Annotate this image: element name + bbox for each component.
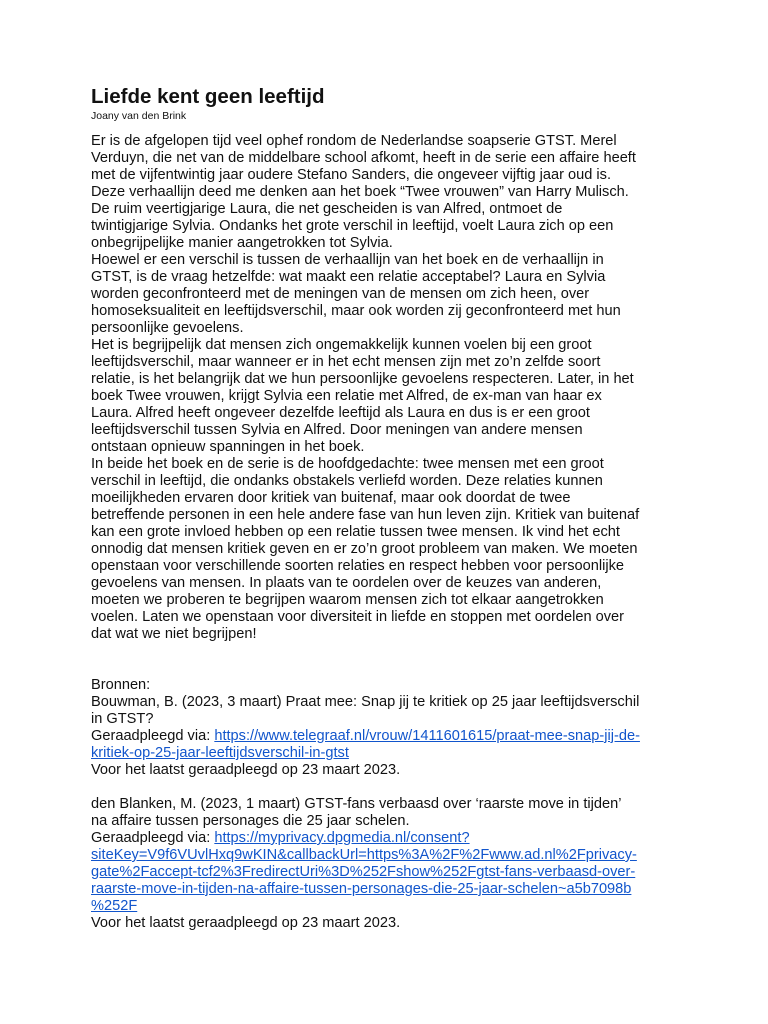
source-link[interactable]: %252F [91,898,138,914]
body-line: openstaan voor verschillende soorten relaties en respect hebben voor persoonlijke [91,558,624,574]
author-name: Joany van den Brink [91,110,187,122]
source-citation-line: den Blanken, M. (2023, 1 maart) GTST-fans verbaasd over ‘raarste move in tijden’ [91,796,622,812]
body-line: Laura. Alfred heeft ongeveer dezelfde leeftijd als Laura en dus is er een groot [91,405,590,421]
body-line: Het is begrijpelijk dat mensen zich ongemakkelijk kunnen voelen bij een groot [91,337,592,353]
body-line: boek Twee vrouwen, krijgt Sylvia een relatie met Alfred, de ex-man van haar ex [91,388,602,404]
source-url-line [91,728,691,745]
body-line: Deze verhaallijn deed me denken aan het boek “Twee vrouwen” van Harry Mulisch. [91,184,629,200]
essay-body [91,133,691,643]
document-title: Liefde kent geen leeftijd [91,85,325,108]
body-line: verschil in leeftijd, die ondanks obstakels verliefd worden. Deze relaties kunnen [91,473,603,489]
body-line: voelen. Laten we openstaan voor diversiteit in liefde en stoppen met oordelen over [91,609,625,625]
body-line: persoonlijke gevoelens. [91,320,244,336]
body-line: Hoewel er een verschil is tussen de verhaallijn van het boek en de verhaallijn in [91,252,604,268]
body-line: ontstaan opnieuw spanningen in het boek. [91,439,365,455]
body-line: moeten we proberen te begrijpen waarom mensen zich tot elkaar aangetrokken [91,592,604,608]
source-link[interactable]: https://myprivacy.dpgmedia.nl/consent? [214,830,470,846]
source-link[interactable]: raarste-move-in-tijden-na-affaire-tussen-personages-die-25-jaar-schelen~a5b7098b [91,881,632,897]
source-link[interactable]: siteKey=V9f6VUvlHxq9wKIN&callbackUrl=https%3A%2F%2Fwww.ad.nl%2Fprivacy- [91,847,637,863]
last-consulted-date: Voor het laatst geraadpleegd op 23 maart 2023. [91,915,401,931]
body-line: moeilijkheden ervaren door kritiek van buitenaf, maar ook doordat de twee [91,490,571,506]
source-citation-line: Bouwman, B. (2023, 3 maart) Praat mee: Snap jij te kritiek op 25 jaar leeftijdsverschil [91,694,640,710]
body-line: homoseksualiteit en leeftijdsverschil, maar ook worden zij geconfronteerd met hun [91,303,621,319]
body-line: betreffende personen in een hele andere fase van hun leven zijn. Kritiek van buitenaf [91,507,640,523]
body-line: leeftijdsverschil tussen Sylvia en Alfred. Door meningen van andere mensen [91,422,583,438]
body-line: De ruim veertigjarige Laura, die net gescheiden is van Alfred, ontmoet de [91,201,563,217]
source-entry-2 [91,796,691,932]
source-link[interactable]: https://www.telegraaf.nl/vrouw/1411601615/praat-mee-snap-jij-de- [214,728,640,744]
source-citation-line: in GTST? [91,711,154,727]
sources-heading: Bronnen: [91,677,151,693]
body-line: onbegrijpelijke manier aangetrokken tot Sylvia. [91,235,393,251]
sources-section [91,677,691,932]
source-link[interactable]: kritiek-op-25-jaar-leeftijdsverschil-in-gtst [91,745,349,761]
body-line: worden geconfronteerd met de meningen van de mensen om zich heen, over [91,286,590,302]
spacer [91,660,691,677]
last-consulted-date: Voor het laatst geraadpleegd op 23 maart 2023. [91,762,401,778]
body-line: Verduyn, die net van de middelbare school afkomt, heeft in de serie een affaire heeft [91,150,636,166]
body-line: relatie, is het belangrijk dat we hun persoonlijke gevoelens respecteren. Later, in het [91,371,634,387]
body-line: leeftijdsverschil, maar wanneer er in het echt mensen zijn met zo’n zelfde soort [91,354,601,370]
body-line: met de vijfentwintig jaar oudere Stefano Sanders, die ongeveer vijftig jaar oud is. [91,167,612,183]
body-line: GTST, is de vraag hetzelfde: wat maakt een relatie acceptabel? Laura en Sylvia [91,269,606,285]
spacer [91,779,691,796]
source-url-line [91,830,691,847]
spacer [91,643,691,660]
consulted-label: Geraadpleegd via: [91,728,215,744]
source-entry-1 [91,694,691,779]
body-line: kan een grote invloed hebben op een relatie tussen twee mensen. Ik vind het echt [91,524,620,540]
body-line: dat wat we niet begrijpen! [91,626,257,642]
document-page [91,84,691,932]
source-link[interactable]: gate%2Faccept-tcf2%3FredirectUri%3D%252Fshow%252Fgtst-fans-verbaasd-over- [91,864,636,880]
body-line: onnodig dat mensen kritiek geven en er zo’n groot probleem van maken. We moeten [91,541,638,557]
body-line: twintigjarige Sylvia. Ondanks het grote verschil in leeftijd, voelt Laura zich op een [91,218,614,234]
body-line: Er is de afgelopen tijd veel ophef rondom de Nederlandse soapserie GTST. Merel [91,133,617,149]
source-citation-line: na affaire tussen personages die 25 jaar schelen. [91,813,410,829]
body-line: gevoelens van mensen. In plaats van te oordelen over de keuzes van anderen, [91,575,602,591]
consulted-label: Geraadpleegd via: [91,830,215,846]
body-line: In beide het boek en de serie is de hoofdgedachte: twee mensen met een groot [91,456,604,472]
